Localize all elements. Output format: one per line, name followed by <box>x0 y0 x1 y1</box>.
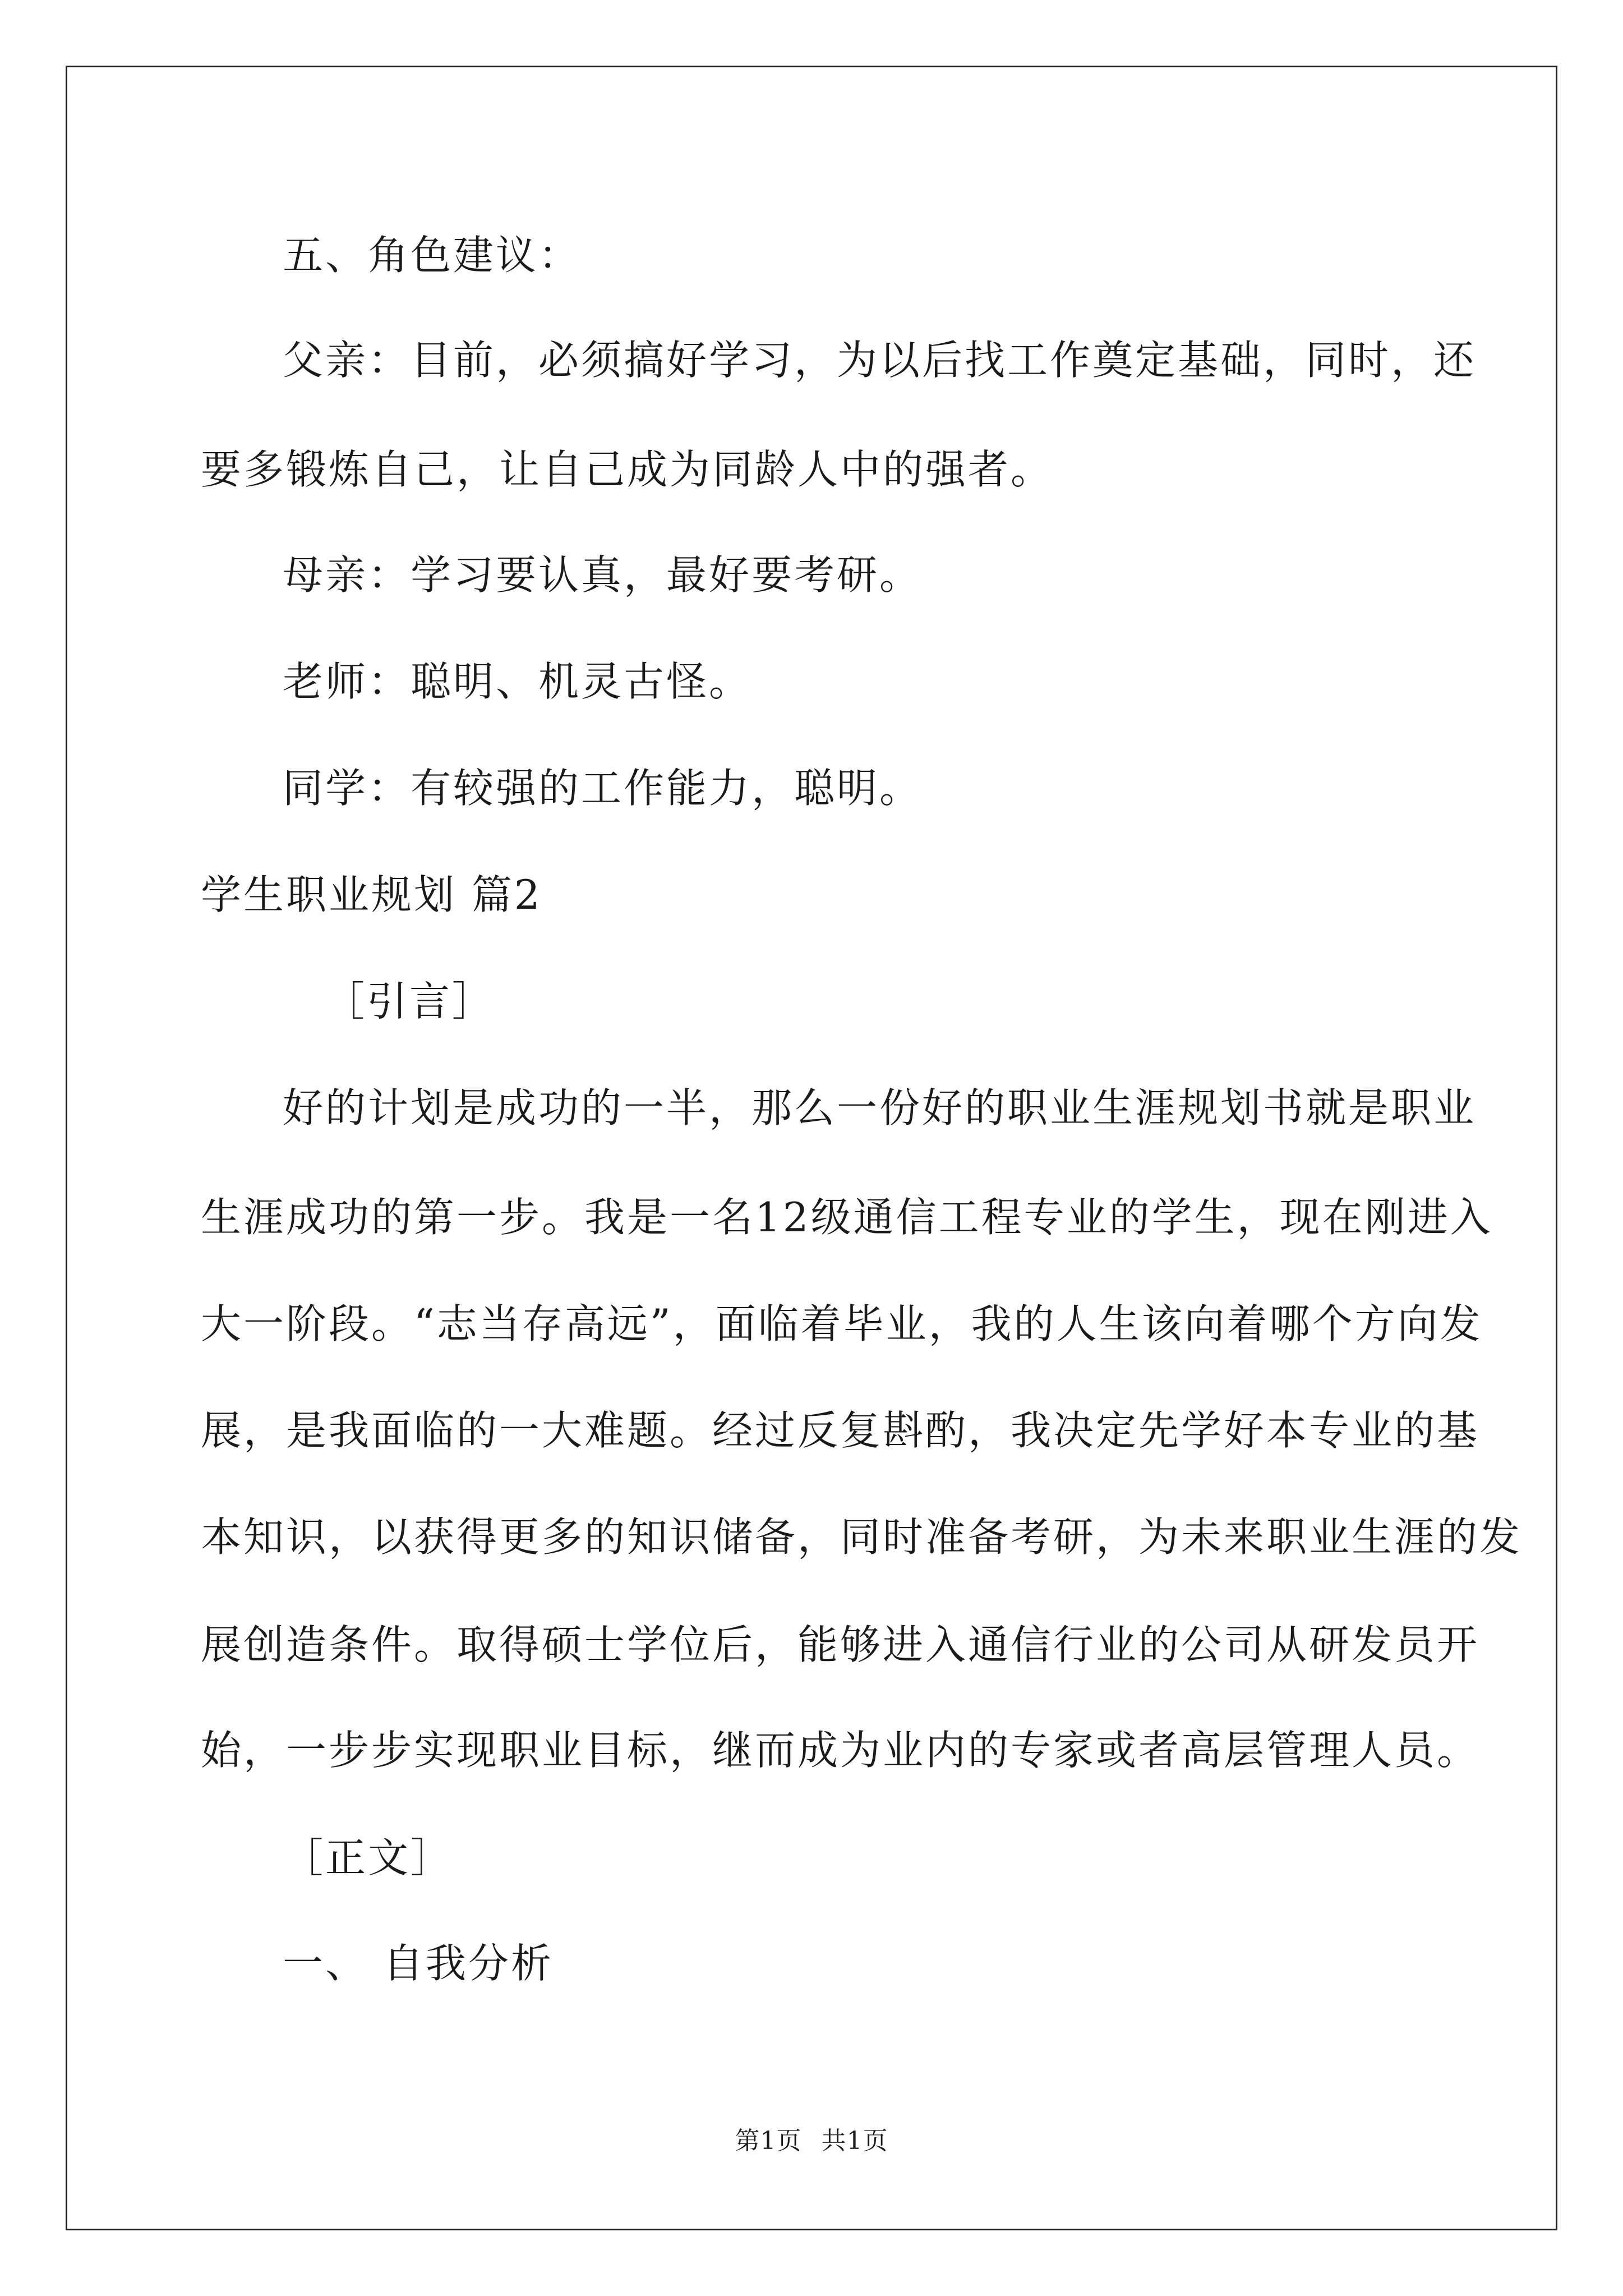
intro-line7: 始，一步步实现职业目标，继而成为业内的专家或者高层管理人员。 <box>201 1727 1480 1774</box>
intro-line4: 展，是我面临的一大难题。经过反复斟酌，我决定先学好本专业的基 <box>201 1407 1480 1454</box>
page-number-current: 第1页 <box>735 2127 802 2155</box>
label-introduction: ［引言］ <box>324 978 495 1025</box>
intro-line5: 本知识，以获得更多的知识储备，同时准备考研，为未来职业生涯的发 <box>201 1513 1523 1561</box>
intro-line3: 大一阶段。“志当存高远”，面临着毕业，我的人生该向着哪个方向发 <box>201 1300 1483 1347</box>
article-heading-part2: 学生职业规划 篇2 <box>201 871 542 918</box>
paragraph-classmate: 同学：有较强的工作能力，聪明。 <box>283 765 923 812</box>
label-main-text: ［正文］ <box>283 1834 454 1881</box>
page-number-total: 共1页 <box>821 2127 888 2155</box>
paragraph-mother: 母亲：学习要认真，最好要考研。 <box>283 551 923 599</box>
page-border <box>66 66 1557 2230</box>
section-heading-role-advice: 五、角色建议： <box>283 232 582 279</box>
intro-line6: 展创造条件。取得硕士学位后，能够进入通信行业的公司从研发员开 <box>201 1621 1480 1668</box>
intro-line2: 生涯成功的第一步。我是一名12级通信工程专业的学生，现在刚进入 <box>201 1194 1493 1241</box>
paragraph-father-line1: 父亲：目前，必须搞好学习，为以后找工作奠定基础，同时，还 <box>283 337 1477 384</box>
intro-line1: 好的计划是成功的一半，那么一份好的职业生涯规划书就是职业 <box>283 1084 1477 1131</box>
paragraph-teacher: 老师：聪明、机灵古怪。 <box>283 658 752 705</box>
page-footer <box>0 2124 1623 2158</box>
section-heading-self-analysis: 一、 自我分析 <box>283 1940 554 1987</box>
paragraph-father-line2: 要多锻炼自己，让自己成为同龄人中的强者。 <box>201 446 1054 493</box>
